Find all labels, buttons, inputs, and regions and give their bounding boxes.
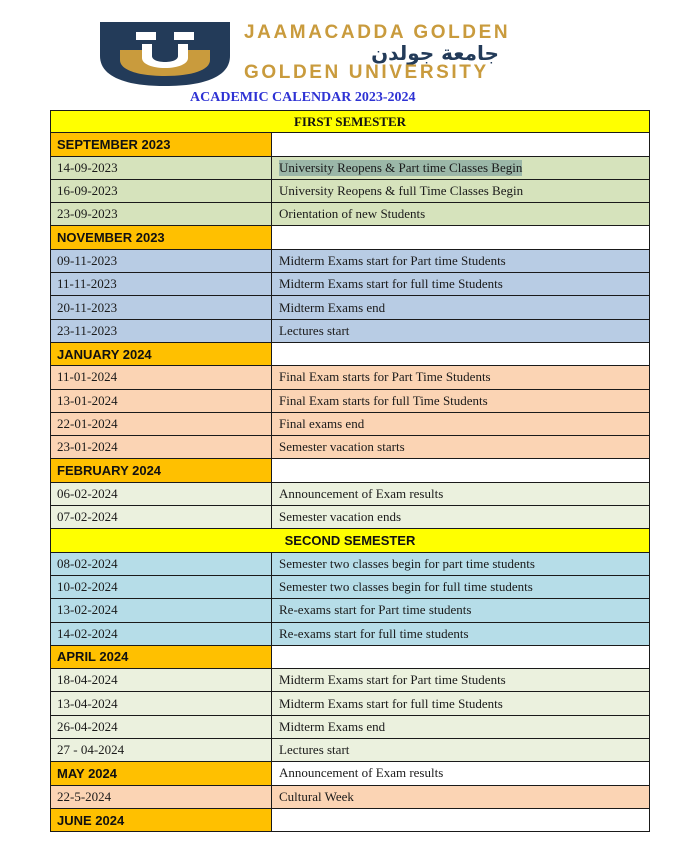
entry-event xyxy=(272,157,650,179)
entry-date: 16-09-2023 xyxy=(50,180,272,202)
month-label: NOVEMBER 2023 xyxy=(50,226,272,248)
logo-text-arabic: جامعة جولدن xyxy=(371,41,499,65)
month-header-row xyxy=(50,133,650,156)
entry-event: Midterm Exams start for full time Students xyxy=(272,692,650,714)
month-event xyxy=(272,226,650,248)
semester-header-row xyxy=(50,110,650,133)
month-event xyxy=(272,459,650,481)
entry-event: Midterm Exams start for Part time Students xyxy=(272,250,650,272)
calendar-entry-row xyxy=(50,157,650,180)
entry-event: Final Exam starts for full Time Students xyxy=(272,390,650,412)
month-label: SEPTEMBER 2023 xyxy=(50,133,272,155)
entry-event: Semester two classes begin for full time students xyxy=(272,576,650,598)
calendar-entry-row xyxy=(50,553,650,576)
entry-event: University Reopens & full Time Classes Begin xyxy=(272,180,650,202)
semester-header-row xyxy=(50,529,650,552)
entry-date: 13-04-2024 xyxy=(50,692,272,714)
semester-label: SECOND SEMESTER xyxy=(50,529,650,551)
month-label: FEBRUARY 2024 xyxy=(50,459,272,481)
entry-event: Midterm Exams end xyxy=(272,296,650,318)
entry-event: Re-exams start for full time students xyxy=(272,623,650,645)
page-title: ACADEMIC CALENDAR 2023-2024 xyxy=(190,90,416,105)
month-header-row xyxy=(50,459,650,482)
entry-event: Cultural Week xyxy=(272,786,650,808)
calendar-entry-row xyxy=(50,692,650,715)
entry-date: 22-5-2024 xyxy=(50,786,272,808)
entry-event: Announcement of Exam results xyxy=(272,483,650,505)
entry-date: 13-02-2024 xyxy=(50,599,272,621)
calendar-entry-row xyxy=(50,599,650,622)
entry-date: 18-04-2024 xyxy=(50,669,272,691)
month-header-row xyxy=(50,762,650,785)
calendar-entry-row xyxy=(50,320,650,343)
entry-date: 08-02-2024 xyxy=(50,553,272,575)
entry-date: 23-09-2023 xyxy=(50,203,272,225)
month-header-row xyxy=(50,809,650,832)
entry-event: Final Exam starts for Part Time Students xyxy=(272,366,650,388)
entry-event: Midterm Exams end xyxy=(272,716,650,738)
calendar-entry-row xyxy=(50,436,650,459)
calendar-entry-row xyxy=(50,739,650,762)
month-label: APRIL 2024 xyxy=(50,646,272,668)
logo-text-english: GOLDEN UNIVERSITY xyxy=(244,62,489,83)
entry-event: Orientation of new Students xyxy=(272,203,650,225)
month-header-row xyxy=(50,226,650,249)
month-event: Announcement of Exam results xyxy=(272,762,650,784)
month-label: JUNE 2024 xyxy=(50,809,272,831)
month-event xyxy=(272,133,650,155)
entry-event: Final exams end xyxy=(272,413,650,435)
logo-text-somali: JAAMACADDA GOLDEN xyxy=(244,22,511,43)
semester-label: FIRST SEMESTER xyxy=(50,111,650,132)
calendar-entry-row xyxy=(50,366,650,389)
calendar-entry-row xyxy=(50,296,650,319)
entry-event: Semester two classes begin for part time students xyxy=(272,553,650,575)
entry-event: Semester vacation starts xyxy=(272,436,650,458)
entry-date: 26-04-2024 xyxy=(50,716,272,738)
university-logo xyxy=(98,20,630,88)
month-event xyxy=(272,809,650,831)
calendar-entry-row xyxy=(50,483,650,506)
month-event xyxy=(272,646,650,668)
calendar-entry-row xyxy=(50,623,650,646)
calendar-entry-row xyxy=(50,576,650,599)
entry-date: 09-11-2023 xyxy=(50,250,272,272)
entry-event: Lectures start xyxy=(272,320,650,342)
entry-date: 10-02-2024 xyxy=(50,576,272,598)
calendar-entry-row xyxy=(50,786,650,809)
entry-event: Midterm Exams start for full time Students xyxy=(272,273,650,295)
calendar-entry-row xyxy=(50,250,650,273)
entry-event: Midterm Exams start for Part time Students xyxy=(272,669,650,691)
calendar-entry-row xyxy=(50,180,650,203)
entry-event: Lectures start xyxy=(272,739,650,761)
entry-date: 13-01-2024 xyxy=(50,390,272,412)
calendar-entry-row xyxy=(50,390,650,413)
entry-date: 11-01-2024 xyxy=(50,366,272,388)
calendar-entry-row xyxy=(50,273,650,296)
entry-date: 27 - 04-2024 xyxy=(50,739,272,761)
month-label: JANUARY 2024 xyxy=(50,343,272,365)
month-header-row xyxy=(50,343,650,366)
calendar-entry-row xyxy=(50,506,650,529)
entry-date: 23-11-2023 xyxy=(50,320,272,342)
logo-wordmark xyxy=(244,22,628,86)
academic-calendar-table xyxy=(50,110,650,832)
calendar-entry-row xyxy=(50,203,650,226)
calendar-entry-row xyxy=(50,413,650,436)
entry-date: 14-09-2023 xyxy=(50,157,272,179)
calendar-entry-row xyxy=(50,669,650,692)
highlighted-text: University Reopens & Part time Classes Begin xyxy=(279,159,523,175)
entry-date: 20-11-2023 xyxy=(50,296,272,318)
entry-date: 06-02-2024 xyxy=(50,483,272,505)
entry-date: 22-01-2024 xyxy=(50,413,272,435)
month-event xyxy=(272,343,650,365)
month-label: MAY 2024 xyxy=(50,762,272,784)
university-emblem-icon xyxy=(98,20,232,88)
calendar-entry-row xyxy=(50,716,650,739)
entry-date: 23-01-2024 xyxy=(50,436,272,458)
entry-event: Re-exams start for Part time students xyxy=(272,599,650,621)
entry-event: Semester vacation ends xyxy=(272,506,650,528)
entry-date: 14-02-2024 xyxy=(50,623,272,645)
entry-date: 11-11-2023 xyxy=(50,273,272,295)
entry-date: 07-02-2024 xyxy=(50,506,272,528)
month-header-row xyxy=(50,646,650,669)
